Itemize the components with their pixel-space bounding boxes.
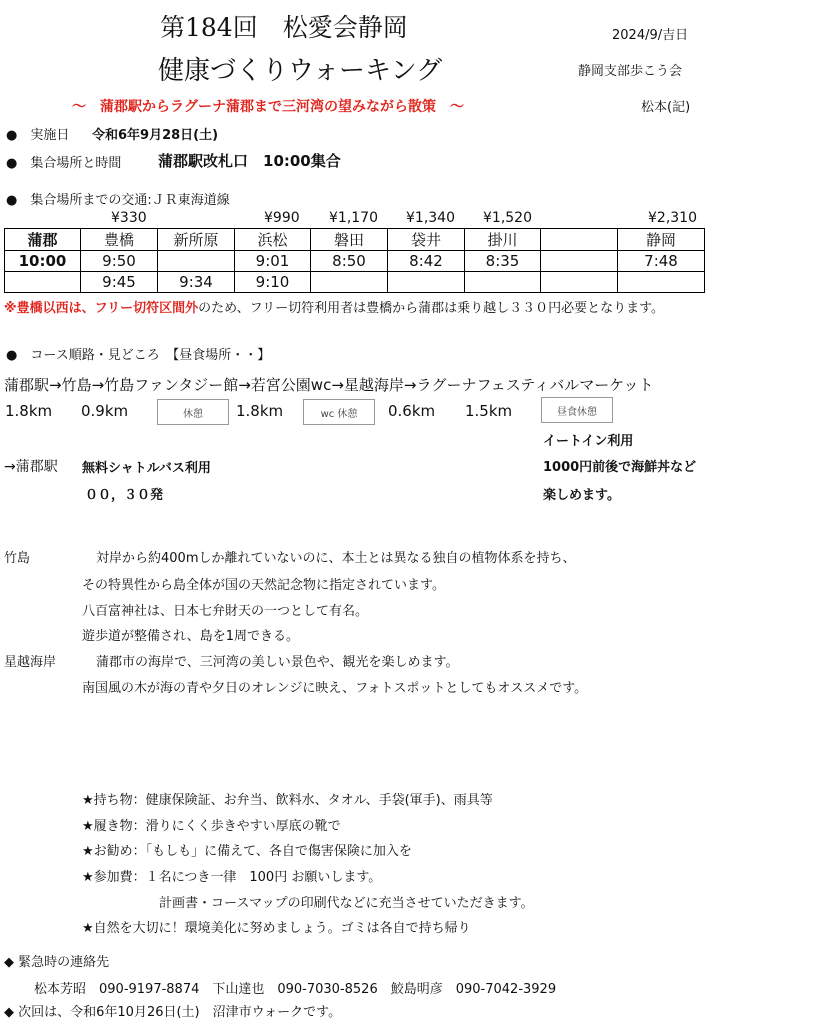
spot-text: 遊歩道が整備され、島を1周できる。 — [82, 629, 300, 644]
station-cell — [541, 229, 618, 251]
timetable — [4, 228, 705, 293]
spot-name-takeshima: 竹島 — [4, 551, 31, 566]
station-cell: 新所原 — [158, 229, 235, 251]
date-label: ● 実施日 — [6, 128, 70, 143]
distance: 0.9km — [81, 402, 129, 420]
time-cell: 7:48 — [618, 251, 705, 272]
emergency-label: ◆ 緊急時の連絡先 — [4, 955, 110, 970]
fare-fukuroi: ¥1,340 — [406, 210, 455, 226]
note-line: 計画書・コースマップの印刷代などに充当させていただきます。 — [159, 896, 534, 911]
date-value: 令和6年9月28日(土) — [92, 128, 219, 143]
time-cell — [618, 272, 705, 293]
emergency-contacts: 松本芳昭 090-9197-8874 下山達也 090-7030-8526 鮫島明彦 090-7042-3929 — [34, 982, 557, 997]
lunch-line: 楽しめます。 — [543, 488, 620, 503]
meet-label: ● 集合場所と時間 — [6, 156, 122, 171]
time-cell — [465, 272, 541, 293]
title-line1: 第184回 松愛会静岡 — [160, 13, 408, 42]
spot-name-hoshigoe: 星越海岸 — [4, 655, 57, 670]
date: 2024/9/吉日 — [612, 28, 689, 43]
spot-text: 南国風の木が海の青や夕日のオレンジに映え、フォトスポットとしてもオススメです。 — [82, 681, 588, 696]
course-label: ● コース順路・見どころ 【昼食場所・・】 — [6, 348, 271, 363]
note-line: ★参加費：１名につき一律 100円 お願いします。 — [82, 870, 382, 885]
time-cell: 8:35 — [465, 251, 541, 272]
subtitle: ～ 蒲郡駅からラグーナ蒲郡まで三河湾の望みながら散策 ～ — [72, 99, 464, 115]
organizer: 静岡支部歩こう会 — [578, 64, 683, 79]
time-cell — [541, 251, 618, 272]
rest-box: 休憩 — [157, 399, 229, 425]
next-event: ◆ 次回は、令和6年10月26日(土) 沼津市ウォークです。 — [4, 1005, 342, 1020]
time-cell: 9:45 — [81, 272, 158, 293]
distance: 0.6km — [388, 402, 436, 420]
fare-shizuoka: ¥2,310 — [648, 210, 697, 226]
station-cell: 豊橋 — [81, 229, 158, 251]
time-cell: 9:50 — [81, 251, 158, 272]
fare-note — [4, 297, 664, 316]
spot-text: 蒲郡市の海岸で、三河湾の美しい景色や、観光を楽しめます。 — [96, 655, 459, 670]
distance: 1.5km — [465, 402, 513, 420]
station-cell: 静岡 — [618, 229, 705, 251]
time-cell — [158, 251, 235, 272]
fare-note-rest: のため、フリー切符利用者は豊橋から蒲郡は乗り越し３３０円必要となります。 — [198, 301, 665, 316]
distance: 1.8km — [236, 402, 284, 420]
station-cell: 掛川 — [465, 229, 541, 251]
lunch-line: 1000円前後で海鮮丼など — [543, 460, 697, 475]
timetable-row — [5, 251, 705, 272]
note-line: ★自然を大切に！環境美化に努めましょう。ゴミは各自で持ち帰り — [82, 921, 471, 936]
course-route: 蒲郡駅→竹島→竹島ファンタジー館→若宮公園wc→星越海岸→ラグーナフェスティバルマーケット — [4, 376, 654, 394]
time-cell — [541, 272, 618, 293]
time-cell: 9:01 — [235, 251, 311, 272]
return-label: →蒲郡駅 — [4, 459, 58, 475]
station-cell: 袋井 — [388, 229, 465, 251]
lunch-line: イートイン利用 — [543, 434, 634, 449]
timetable-row — [5, 272, 705, 293]
timetable-header-row — [5, 229, 705, 251]
title-line2: 健康づくりウォーキング — [158, 56, 443, 86]
time-cell — [5, 272, 81, 293]
station-cell: 蒲郡 — [5, 229, 81, 251]
note-line: ★履き物：滑りにくく歩きやすい厚底の靴で — [82, 819, 341, 834]
fare-hamamatsu: ¥990 — [264, 210, 300, 226]
time-cell — [388, 272, 465, 293]
time-cell: 8:42 — [388, 251, 465, 272]
spot-text: その特異性から島全体が国の天然記念物に指定されています。 — [82, 578, 445, 593]
return-time: ００，３０発 — [85, 488, 164, 503]
time-cell: 8:50 — [311, 251, 388, 272]
wc-rest-box: wc 休憩 — [303, 399, 375, 425]
meet-value: 蒲郡駅改札口 10:00集合 — [158, 152, 341, 170]
time-cell: 10:00 — [5, 251, 81, 272]
spot-text: 対岸から約400mしか離れていないのに、本土とは異なる独自の植物体系を持ち、 — [96, 551, 576, 566]
time-cell: 9:34 — [158, 272, 235, 293]
note-line: ★持ち物：健康保険証、お弁当、飲料水、タオル、手袋(軍手)、雨具等 — [82, 793, 493, 808]
note-line: ★お勧め：「もしも」に備えて、各自で傷害保険に加入を — [82, 844, 412, 859]
return-bus: 無料シャトルバス利用 — [82, 461, 211, 476]
lunch-box: 昼食休憩 — [541, 397, 613, 423]
fare-toyohashi: ¥330 — [111, 210, 147, 226]
station-cell: 浜松 — [235, 229, 311, 251]
spot-text: 八百富神社は、日本七弁財天の一つとして有名。 — [82, 604, 369, 619]
time-cell: 9:10 — [235, 272, 311, 293]
fare-iwata: ¥1,170 — [329, 210, 378, 226]
author: 松本(記) — [641, 100, 691, 115]
fare-kakegawa: ¥1,520 — [483, 210, 532, 226]
time-cell — [311, 272, 388, 293]
station-cell: 磐田 — [311, 229, 388, 251]
transport-label: ● 集合場所までの交通:ＪＲ東海道線 — [6, 193, 230, 208]
distance: 1.8km — [5, 402, 53, 420]
fare-note-red: ※豊橋以西は、フリー切符区間外 — [4, 301, 199, 316]
